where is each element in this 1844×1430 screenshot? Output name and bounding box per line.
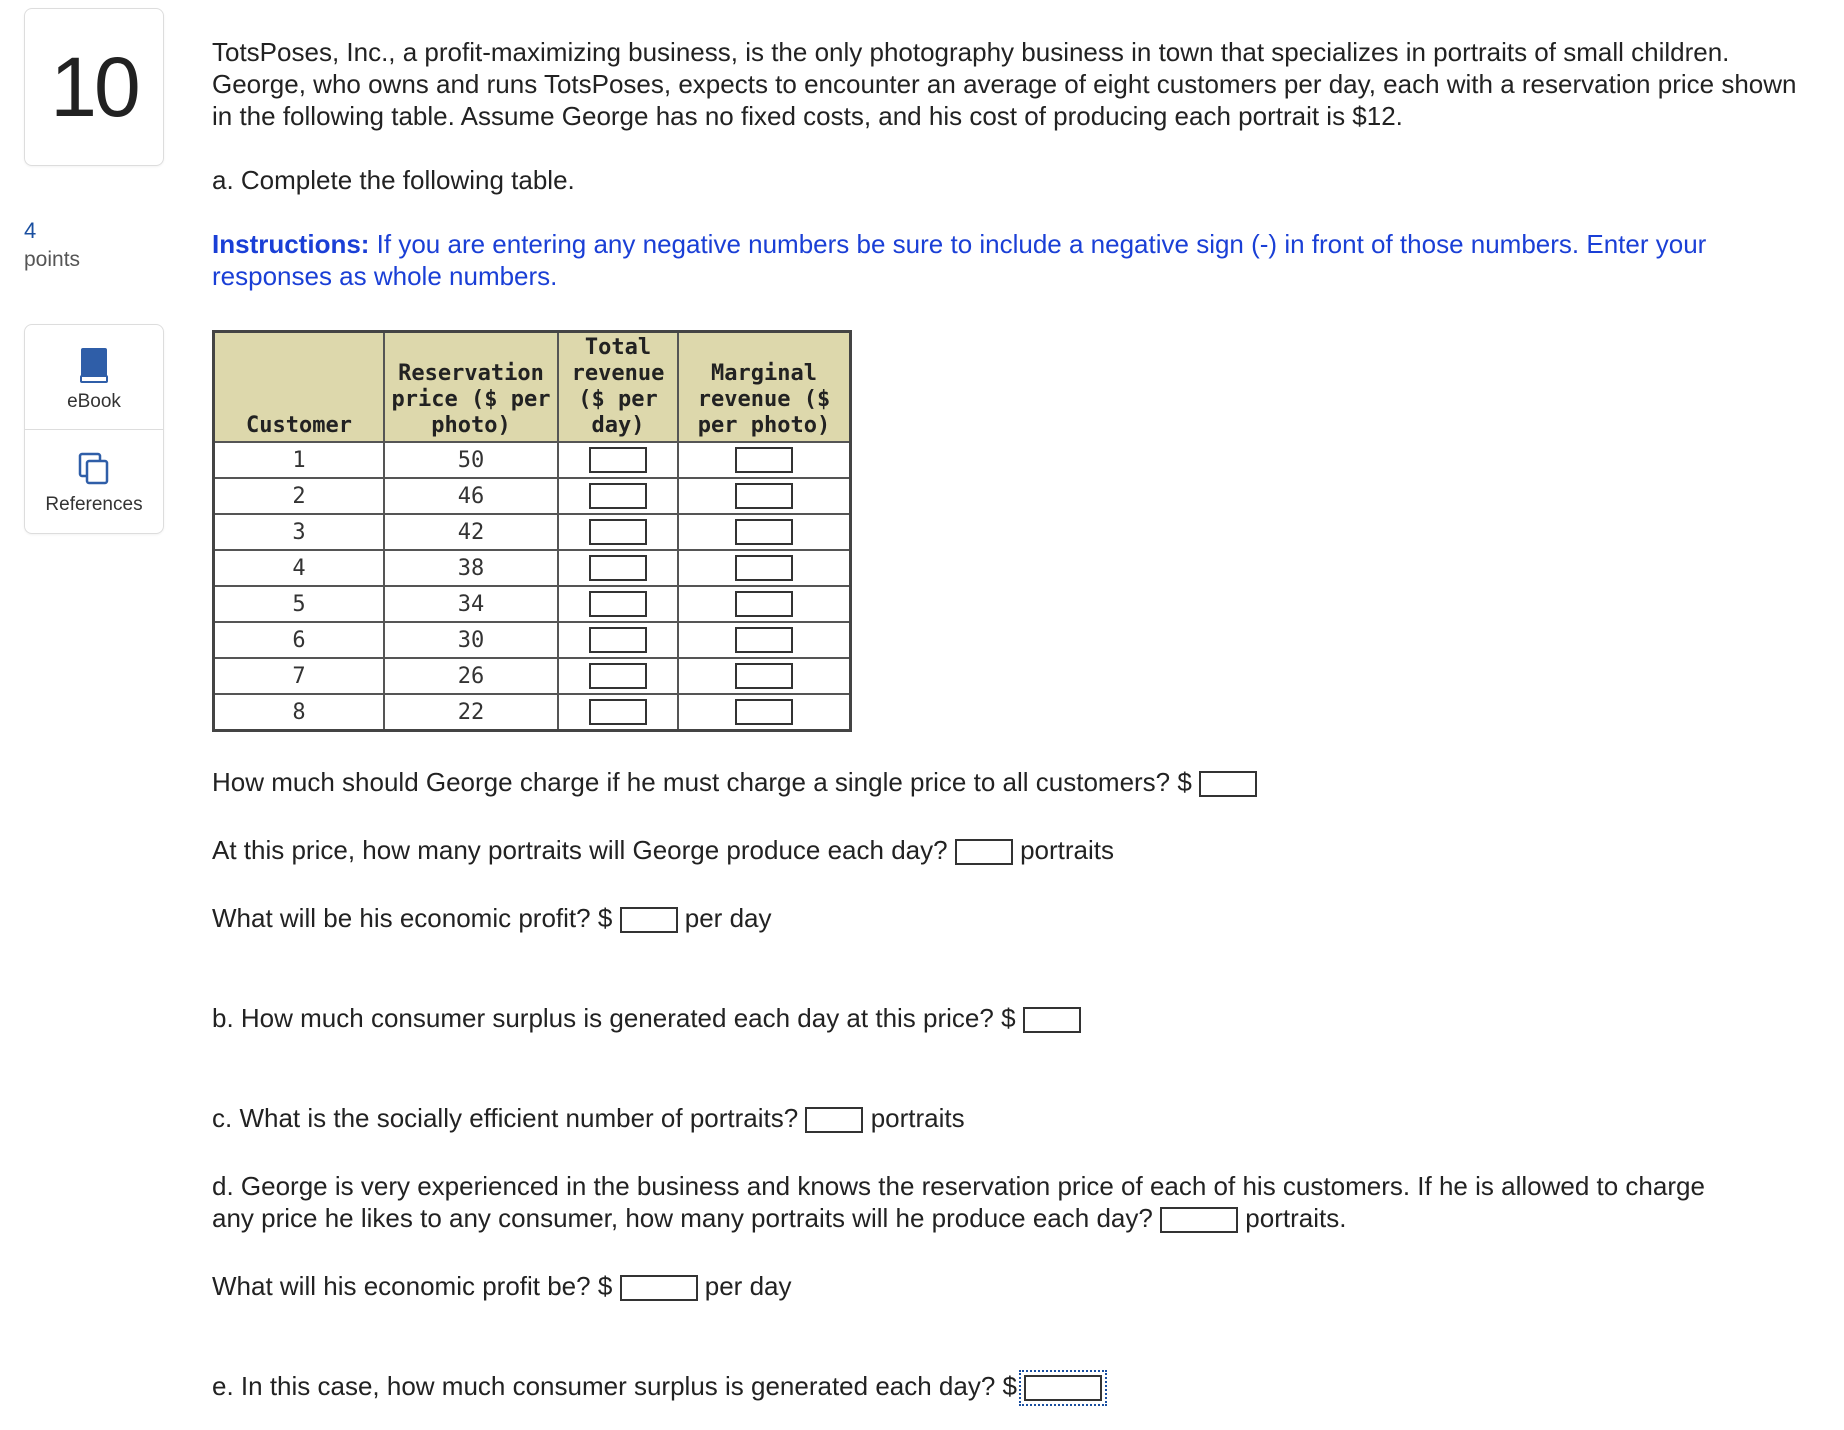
table-row bbox=[214, 550, 851, 586]
header-marginal-revenue: Marginal revenue ($ per photo) bbox=[678, 332, 851, 443]
customer-cell: 7 bbox=[214, 658, 385, 694]
customer-cell: 3 bbox=[214, 514, 385, 550]
table-row bbox=[214, 622, 851, 658]
question-e bbox=[212, 1370, 1102, 1402]
total-revenue-cell bbox=[558, 694, 678, 731]
question-c-text: c. What is the socially efficient number of portraits? bbox=[212, 1103, 799, 1133]
marginal-revenue-input[interactable] bbox=[735, 519, 793, 545]
efficient-quantity-suffix: portraits bbox=[870, 1103, 965, 1133]
price-discrimination-quantity-input[interactable] bbox=[1160, 1207, 1238, 1233]
header-total-revenue: Total revenue ($ per day) bbox=[558, 332, 678, 443]
total-revenue-cell bbox=[558, 586, 678, 622]
ebook-button[interactable] bbox=[25, 325, 163, 429]
question-number: 10 bbox=[50, 39, 138, 134]
question-e-text: e. In this case, how much consumer surplus is generated each day? $ bbox=[212, 1371, 1017, 1401]
marginal-revenue-cell bbox=[678, 658, 851, 694]
quantity-suffix: portraits bbox=[1020, 835, 1114, 865]
profit-input[interactable] bbox=[620, 907, 678, 933]
header-customer: Customer bbox=[214, 332, 385, 443]
total-revenue-input[interactable] bbox=[589, 519, 647, 545]
total-revenue-input[interactable] bbox=[589, 663, 647, 689]
question-b-text: b. How much consumer surplus is generated each day at this price? $ bbox=[212, 1003, 1016, 1033]
instructions bbox=[212, 228, 1822, 292]
question-single-price bbox=[212, 766, 1257, 798]
question-d-profit-text: What will his economic profit be? $ bbox=[212, 1271, 613, 1301]
table-row bbox=[214, 694, 851, 731]
marginal-revenue-cell bbox=[678, 442, 851, 478]
marginal-revenue-cell bbox=[678, 478, 851, 514]
single-price-input[interactable] bbox=[1199, 771, 1257, 797]
total-revenue-input[interactable] bbox=[589, 483, 647, 509]
question-quantity-text: At this price, how many portraits will George produce each day? bbox=[212, 835, 948, 865]
reservation-price-cell: 38 bbox=[384, 550, 558, 586]
price-discrimination-surplus-input[interactable] bbox=[1024, 1375, 1102, 1401]
reservation-price-cell: 42 bbox=[384, 514, 558, 550]
copy-icon bbox=[78, 452, 110, 486]
question-profit bbox=[212, 902, 772, 934]
marginal-revenue-input[interactable] bbox=[735, 627, 793, 653]
question-number-card bbox=[24, 8, 164, 166]
question-d-line2 bbox=[212, 1202, 1346, 1234]
table-header-row bbox=[214, 332, 851, 443]
price-discrimination-profit-input[interactable] bbox=[620, 1275, 698, 1301]
marginal-revenue-cell bbox=[678, 694, 851, 731]
marginal-revenue-input[interactable] bbox=[735, 483, 793, 509]
total-revenue-input[interactable] bbox=[589, 447, 647, 473]
references-label: References bbox=[45, 494, 143, 515]
marginal-revenue-input[interactable] bbox=[735, 447, 793, 473]
total-revenue-input[interactable] bbox=[589, 627, 647, 653]
instructions-text: If you are entering any negative numbers be sure to include a negative sign (-) in front of those numbers. Enter your responses as whole numbers. bbox=[212, 229, 1707, 291]
header-reservation-price: Reservation price ($ per photo) bbox=[384, 332, 558, 443]
part-a-prompt: a. Complete the following table. bbox=[212, 165, 575, 195]
question-d-line2-text: any price he likes to any consumer, how many portraits will he produce each day? bbox=[212, 1203, 1153, 1233]
reservation-price-cell: 46 bbox=[384, 478, 558, 514]
question-d-line1: d. George is very experienced in the business and knows the reservation price of each of his customers. If he is allowed to charge bbox=[212, 1171, 1705, 1201]
book-icon bbox=[79, 347, 109, 383]
question-profit-text: What will be his economic profit? $ bbox=[212, 903, 613, 933]
tools-panel bbox=[24, 324, 164, 534]
reservation-price-cell: 34 bbox=[384, 586, 558, 622]
question-c bbox=[212, 1102, 965, 1134]
customer-cell: 8 bbox=[214, 694, 385, 731]
profit-suffix: per day bbox=[684, 903, 772, 933]
reservation-price-cell: 22 bbox=[384, 694, 558, 731]
table-row bbox=[214, 442, 851, 478]
total-revenue-cell bbox=[558, 622, 678, 658]
table-row bbox=[214, 658, 851, 694]
revenue-table bbox=[212, 330, 852, 732]
total-revenue-cell bbox=[558, 442, 678, 478]
references-button[interactable] bbox=[25, 429, 163, 533]
efficient-quantity-input[interactable] bbox=[805, 1107, 863, 1133]
marginal-revenue-input[interactable] bbox=[735, 555, 793, 581]
points-label: points bbox=[24, 248, 81, 271]
quantity-input[interactable] bbox=[955, 839, 1013, 865]
price-discrimination-quantity-suffix: portraits. bbox=[1245, 1203, 1347, 1233]
reservation-price-cell: 30 bbox=[384, 622, 558, 658]
customer-cell: 5 bbox=[214, 586, 385, 622]
total-revenue-input[interactable] bbox=[589, 555, 647, 581]
marginal-revenue-cell bbox=[678, 550, 851, 586]
customer-cell: 2 bbox=[214, 478, 385, 514]
ebook-label: eBook bbox=[67, 391, 121, 412]
total-revenue-input[interactable] bbox=[589, 699, 647, 725]
total-revenue-cell bbox=[558, 478, 678, 514]
table-row bbox=[214, 586, 851, 622]
customer-cell: 6 bbox=[214, 622, 385, 658]
table-row bbox=[214, 514, 851, 550]
marginal-revenue-input[interactable] bbox=[735, 663, 793, 689]
total-revenue-input[interactable] bbox=[589, 591, 647, 617]
question-single-price-text: How much should George charge if he must charge a single price to all customers? $ bbox=[212, 767, 1192, 797]
marginal-revenue-cell bbox=[678, 514, 851, 550]
total-revenue-cell bbox=[558, 514, 678, 550]
price-discrimination-profit-suffix: per day bbox=[704, 1271, 792, 1301]
instructions-label: Instructions: bbox=[212, 229, 370, 259]
table-row bbox=[214, 478, 851, 514]
consumer-surplus-input[interactable] bbox=[1023, 1007, 1081, 1033]
customer-cell: 1 bbox=[214, 442, 385, 478]
total-revenue-cell bbox=[558, 658, 678, 694]
customer-cell: 4 bbox=[214, 550, 385, 586]
marginal-revenue-cell bbox=[678, 622, 851, 658]
question-d-profit bbox=[212, 1270, 792, 1302]
reservation-price-cell: 26 bbox=[384, 658, 558, 694]
question-b bbox=[212, 1002, 1081, 1034]
question-intro: TotsPoses, Inc., a profit-maximizing business, is the only photography business in town that specializes in portraits of small children. George, who owns and runs TotsPoses, expects to encounter an average of eight customers per day, each with a reservation price shown in the following table. Assume George has no fixed costs, and his cost of producing each portrait is $12. bbox=[212, 37, 1797, 131]
reservation-price-cell: 50 bbox=[384, 442, 558, 478]
question-quantity bbox=[212, 834, 1114, 866]
marginal-revenue-input[interactable] bbox=[735, 591, 793, 617]
points-value: 4 bbox=[24, 218, 37, 243]
total-revenue-cell bbox=[558, 550, 678, 586]
marginal-revenue-input[interactable] bbox=[735, 699, 793, 725]
marginal-revenue-cell bbox=[678, 586, 851, 622]
